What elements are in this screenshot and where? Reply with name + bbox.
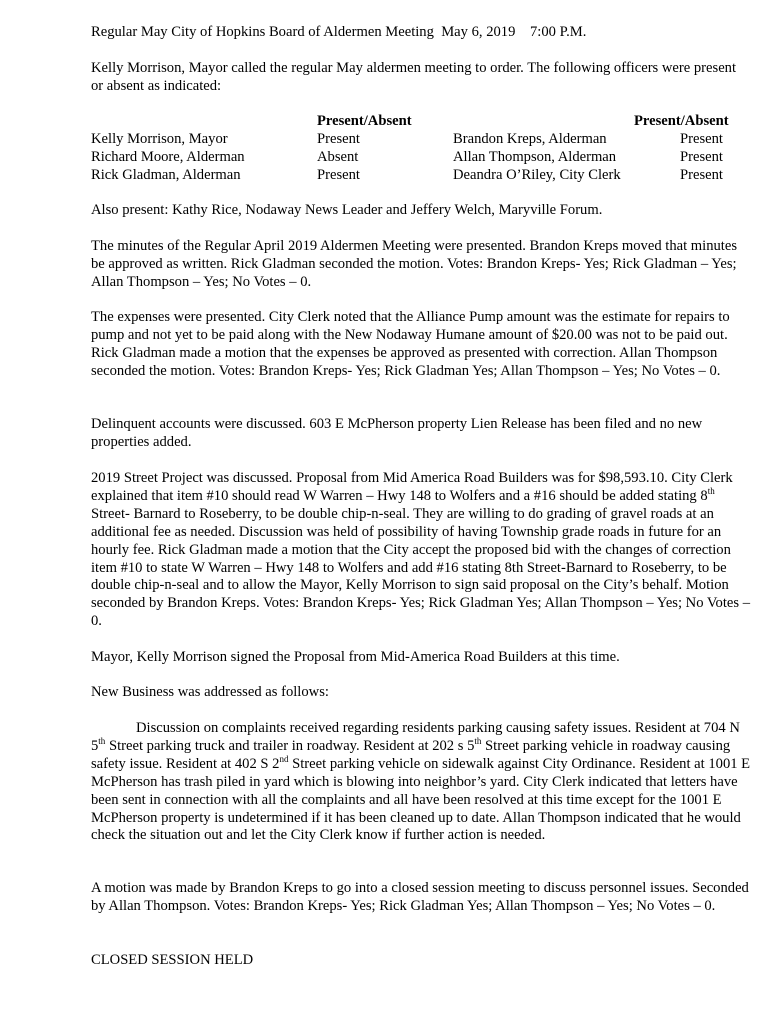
complaints-text-3: Street parking vehicle in roadway causing safety issue. Resident at 402 S 2 (91, 737, 731, 772)
complaints-text-4: Street parking vehicle on sidewalk against City Ordinance. Resident at 1001 E McPherson has trash piled in yard which is blowing into neighbor’s yard. City Clerk indicated that letters have been sent in connection with all the complaints and all have been resolved at this time except for the 1001 E McPherson property is undetermined if it has been cleaned up to date. Allan Thompson indicated that he would check the situation out and let the City Clerk know if further action is needed. (91, 755, 751, 844)
attendee-name: Deandra O’Riley, City Clerk (453, 167, 621, 183)
complaints-text-2: Street parking truck and trailer in roadway. Resident at 202 s 5 (105, 737, 475, 754)
delinquent-paragraph: Delinquent accounts were discussed. 603 E McPherson property Lien Release has been filed and no new properties added. (91, 416, 703, 450)
intro-paragraph: Kelly Morrison, Mayor called the regular May aldermen meeting to order. The following officers were present or absent as indicated: (91, 60, 737, 94)
attendee-name: Kelly Morrison, Mayor (91, 131, 228, 147)
street-text-1: 2019 Street Project was discussed. Proposal from Mid America Road Builders was for $98,593.10. City Clerk explained that item #10 should read W Warren – Hwy 148 to Wolfers and a #16 should be added stating 8 (91, 470, 733, 504)
attendee-status: Present (317, 167, 360, 183)
attendee-status: Present (680, 131, 723, 147)
attendance-header-left: Present/Absent (317, 113, 412, 129)
closed-session-held: CLOSED SESSION HELD (91, 952, 254, 968)
complaints-paragraph (91, 720, 751, 845)
expenses-paragraph: The expenses were presented. City Clerk noted that the Alliance Pump amount was the estimate for repairs to pump and not yet to be paid along with the New Nodaway Humane amount of $20.00 was not to be paid out. Rick Gladman made a motion that the expenses be approved as presented with correction. Allan Thompson seconded the motion. Votes: Brandon Kreps- Yes; Rick Gladman Yes; Allan Thompson – Yes; No Votes – 0. (91, 309, 730, 379)
attendee-status: Present (680, 167, 723, 183)
meeting-heading (91, 24, 751, 42)
meeting-time: 7:00 P.M. (529, 24, 587, 40)
street-text-2: Street- Barnard to Roseberry, to be double chip-n-seal. They are willing to do grading of gravel roads at an additional fee as needed. Discussion was held of possibility of having Township grade roads in future for an hourly fee. Rick Gladman made a motion that the City accept the proposed bid with the changes of correction item #10 to state W Warren – Hwy 148 to Wolfers and add #16 stating 8th Street-Barnard to Roseberry, to be double chip-n-seal and to allow the Mayor, Kelly Morrison to sign said proposal on the City’s behalf. Motion seconded by Brandon Kreps. Votes: Brandon Kreps- Yes; Rick Gladman Yes; Allan Thompson – Yes; No Votes – 0. (91, 505, 751, 630)
meeting-title: Regular May City of Hopkins Board of Aldermen Meeting (91, 24, 434, 40)
attendee-name: Richard Moore, Alderman (91, 149, 245, 165)
street-project-paragraph (91, 470, 751, 631)
attendee-name: Rick Gladman, Alderman (91, 167, 241, 183)
ordinal-suffix: nd (279, 753, 289, 764)
attendance-header-right: Present/Absent (634, 113, 729, 129)
minutes-paragraph: The minutes of the Regular April 2019 Aldermen Meeting were presented. Brandon Kreps moved that minutes be approved as written. Rick Gladman seconded the motion. Votes: Brandon Kreps- Yes; Rick Gladman – Yes; Allan Thompson – Yes; No Votes – 0. (91, 238, 738, 290)
attendee-name: Allan Thompson, Alderman (453, 149, 617, 165)
attendee-status: Present (680, 149, 723, 165)
meeting-date: May 6, 2019 (441, 24, 516, 40)
proposal-signed-paragraph: Mayor, Kelly Morrison signed the Proposal from Mid-America Road Builders at this time. (91, 649, 620, 665)
closed-session-motion-paragraph: A motion was made by Brandon Kreps to go into a closed session meeting to discuss personnel issues. Seconded by Allan Thompson. Votes: Brandon Kreps- Yes; Rick Gladman Yes; Allan Thompson – Yes; No Votes – 0. (91, 880, 749, 914)
complaints-text-1: Discussion on complaints received regarding residents parking causing safety issues. Resident at 704 N 5 (91, 720, 740, 754)
attendee-name: Brandon Kreps, Alderman (453, 131, 607, 147)
attendee-status: Absent (317, 149, 359, 165)
ordinal-suffix: th (98, 736, 106, 747)
attendee-status: Present (317, 131, 360, 147)
new-business-heading: New Business was addressed as follows: (91, 684, 329, 700)
ordinal-suffix: th (474, 736, 482, 747)
also-present-paragraph: Also present: Kathy Rice, Nodaway News Leader and Jeffery Welch, Maryville Forum. (91, 202, 603, 218)
ordinal-suffix: th (707, 486, 715, 497)
